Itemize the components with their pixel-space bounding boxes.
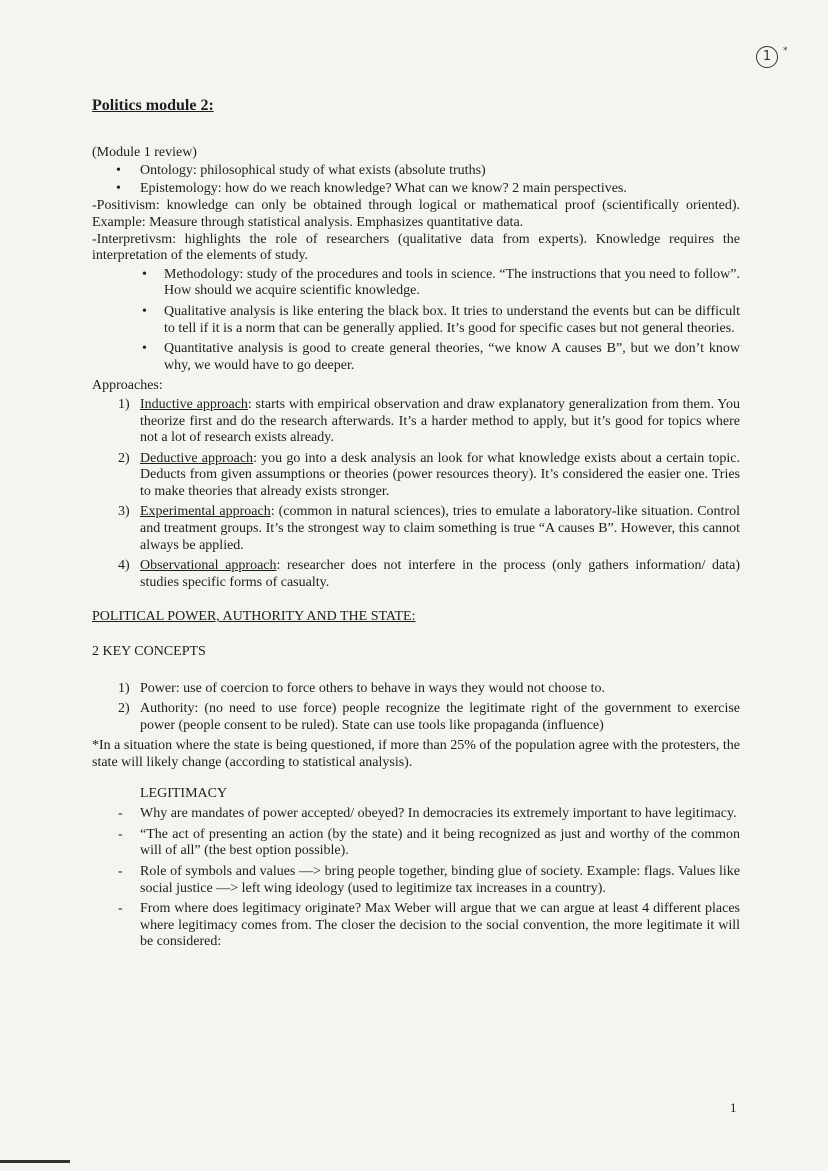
legitimacy-item: - “The act of presenting an action (by the state) and it being recognized as just and worthy of the common will of all” (the best option possible). — [92, 827, 740, 860]
review-item-ontology: • Ontology: philosophical study of what exists (absolute truths) — [92, 163, 740, 180]
approach-item: 4) Observational approach: researcher does not interfere in the process (only gathers information/ data) studies specific forms of casualty. — [118, 558, 740, 590]
page-number: 1 — [730, 1100, 737, 1115]
scan-edge-line — [0, 1160, 70, 1163]
legitimacy-heading: LEGITIMACY — [140, 785, 228, 801]
legitimacy-item: - Why are mandates of power accepted/ obeyed? In democracies its extremely important to have legitimacy. — [92, 806, 740, 823]
circled-page-mark: 1 * — [756, 46, 778, 68]
approach-term: Inductive approach — [140, 396, 248, 412]
interpretivism-paragraph: -Interpretivsm: highlights the role of researchers (qualitative data from experts). Knowledge requires the interpretation of the elements of study. — [92, 231, 740, 264]
document-body — [92, 98, 740, 955]
approaches-list — [92, 397, 740, 592]
concept-item: 2) Authority: (no need to use force) people recognize the legitimate right of the government to exercise power (people consent to be ruled). State can use tools like propaganda (influence) — [118, 701, 740, 733]
section-heading: POLITICAL POWER, AUTHORITY AND THE STATE: — [92, 609, 416, 625]
corner-asterisk: * — [783, 46, 788, 56]
review-item-epistemology: • Epistemology: how do we reach knowledge? What can we know? 2 main perspectives. — [92, 181, 740, 198]
approaches-header: Approaches: — [92, 378, 163, 394]
legitimacy-item: - Role of symbols and values —> bring people together, binding glue of society. Example: flags. Values like social justice —> left wing ideology (used to legitimize tax increases in a country). — [92, 864, 740, 897]
qualitative-item: • Qualitative analysis is like entering the black box. It tries to understand the events but can be difficult to tell if it is a norm that can be generally applied. It’s good for specific cases but not general theories. — [92, 304, 740, 337]
concept-item: 1) Power: use of coercion to force others to behave in ways they would not choose to. — [118, 680, 605, 696]
legitimacy-item: - From where does legitimacy originate? Max Weber will argue that we can argue at least 4 different places where legitimacy comes from. The closer the decision to the social convention, the more legitimate it will be considered: — [92, 901, 740, 951]
quantitative-item: • Quantitative analysis is good to create general theories, “we know A causes B”, but we don’t know why, we would have to go deeper. — [92, 341, 740, 374]
page-title: Politics module 2: — [92, 97, 214, 114]
review-header: (Module 1 review) — [92, 144, 197, 160]
review-list — [92, 163, 740, 197]
approach-term: Deductive approach — [140, 450, 254, 466]
approach-item: 3) Experimental approach: (common in natural sciences), tries to emulate a laboratory-like situation. Control and treatment groups. It’s the strongest way to claim something is true “A causes B”. However, this cannot always be applied. — [118, 504, 741, 553]
approach-item: 2) Deductive approach: you go into a desk analysis an look for what knowledge exists about a certain topic. Deducts from given assumptions or theories (power resources theory). It’s considered the easier one. Tries to make theories that already exists stronger. — [118, 450, 740, 499]
methodology-list — [92, 267, 740, 375]
methodology-item: • Methodology: study of the procedures and tools in science. “The instructions that you need to follow”. How should we acquire scientific knowledge. — [92, 267, 740, 300]
positivism-paragraph: -Positivism: knowledge can only be obtained through logical or mathematical proof (scientifically oriented). Example: Measure through statistical analysis. Emphasizes quantitative data. — [92, 198, 740, 230]
concepts-list — [92, 681, 740, 735]
protest-note: *In a situation where the state is being questioned, if more than 25% of the population agree with the protesters, the state will likely change (according to statistical analysis). — [92, 738, 740, 770]
legitimacy-list — [92, 806, 740, 951]
approach-item: 1) Inductive approach: starts with empirical observation and draw explanatory generalization from them. You theorize first and do the research afterwards. It’s a harder method to apply, but it’s good for topics where not a lot of research exists already. — [118, 396, 740, 446]
key-concepts-heading: 2 KEY CONCEPTS — [92, 644, 206, 660]
approach-term: Experimental approach — [140, 504, 271, 520]
approach-term: Observational approach — [140, 558, 277, 574]
